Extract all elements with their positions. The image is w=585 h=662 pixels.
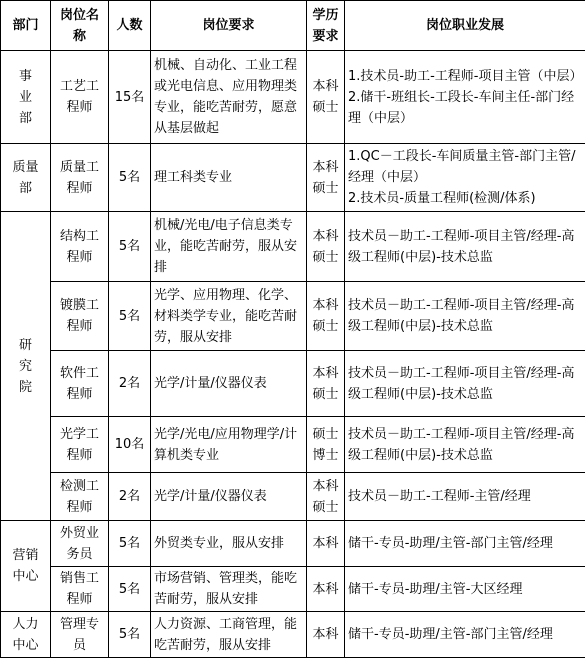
education-cell: 本科硕士 — [307, 473, 345, 521]
requirement-cell: 人力资源、工商管理，能吃苦耐劳，服从安排 — [151, 612, 307, 658]
dept-label: 研究院 — [18, 337, 32, 395]
position-cell: 结构工程师 — [51, 212, 109, 282]
position-cell: 软件工程师 — [51, 351, 109, 417]
development-cell — [345, 417, 585, 473]
table-row — [1, 417, 585, 473]
header-education: 学历要求 — [307, 1, 345, 51]
position-cell: 检测工程师 — [51, 473, 109, 521]
requirement-cell: 外贸类专业，服从安排 — [151, 521, 307, 567]
education-cell: 硕士博士 — [307, 417, 345, 473]
table-row — [1, 473, 585, 521]
education-cell: 本科 — [307, 612, 345, 658]
development-line: 2.技术员-质量工程师(检测/体系) — [348, 191, 536, 206]
requirement-cell: 机械/光电/电子信息类专业，能吃苦耐劳，服从安排 — [151, 212, 307, 282]
count-cell: 5名 — [109, 144, 151, 212]
development-line: 技术员－助工-工程师-项目主管/经理-高级工程师(中层)-技术总监 — [348, 298, 575, 334]
development-cell — [345, 212, 585, 282]
count-cell: 10名 — [109, 417, 151, 473]
table-row — [1, 351, 585, 417]
position-cell: 镀膜工程师 — [51, 282, 109, 351]
development-line: 储干-专员-助理/主管-部门主管/经理 — [348, 536, 553, 551]
table-row — [1, 567, 585, 612]
requirement-cell: 机械、自动化、工业工程或光电信息、应用物理类专业，能吃苦耐劳，愿意从基层做起 — [151, 51, 307, 144]
count-cell: 5名 — [109, 282, 151, 351]
education-cell: 本科 — [307, 567, 345, 612]
development-cell — [345, 612, 585, 658]
education-cell: 本科硕士 — [307, 51, 345, 144]
table-row — [1, 521, 585, 567]
position-cell: 销售工程师 — [51, 567, 109, 612]
header-count: 人数 — [109, 1, 151, 51]
header-development: 岗位职业发展 — [345, 1, 585, 51]
header-requirement: 岗位要求 — [151, 1, 307, 51]
dept-label: 质量部 — [12, 159, 39, 196]
requirement-cell: 市场营销、管理类，能吃苦耐劳，服从安排 — [151, 567, 307, 612]
requirement-cell: 光学/计量/仪器仪表 — [151, 473, 307, 521]
education-cell: 本科 — [307, 521, 345, 567]
dept-cell — [1, 144, 51, 212]
development-cell — [345, 282, 585, 351]
development-line: 储干-专员-助理/主管-大区经理 — [348, 581, 523, 597]
development-line: 技术员－助工-工程师-项目主管/经理-高级工程师(中层)-技术总监 — [348, 365, 575, 402]
development-cell — [345, 351, 585, 417]
count-cell: 5名 — [109, 521, 151, 567]
development-line: 技术员－助工-工程师-项目主管/经理-高级工程师(中层)-技术总监 — [348, 228, 575, 265]
dept-label: 事业部 — [18, 68, 32, 126]
count-cell: 2名 — [109, 351, 151, 417]
development-cell — [345, 473, 585, 521]
dept-cell — [1, 612, 51, 658]
education-cell: 本科硕士 — [307, 351, 345, 417]
table-row — [1, 212, 585, 282]
position-cell: 外贸业务员 — [51, 521, 109, 567]
development-cell — [345, 144, 585, 212]
table-row — [1, 144, 585, 212]
development-line: 2.储干-班组长-工段长-车间主任-部门经理（中层） — [348, 89, 575, 126]
table-row — [1, 612, 585, 658]
dept-label: 人力中心 — [12, 616, 39, 653]
education-cell: 本科硕士 — [307, 144, 345, 212]
table-row — [1, 51, 585, 144]
header-dept: 部门 — [1, 1, 51, 51]
development-line: 1.技术员-助工-工程师-项目主管（中层） — [348, 68, 583, 84]
development-cell — [345, 521, 585, 567]
position-cell: 管理专员 — [51, 612, 109, 658]
position-cell: 工艺工程师 — [51, 51, 109, 144]
header-row — [1, 1, 585, 51]
count-cell: 2名 — [109, 473, 151, 521]
education-cell: 本科硕士 — [307, 282, 345, 351]
dept-cell — [1, 51, 51, 144]
development-line: 1.QC－工段长-车间质量主管-部门主管/经理（中层） — [348, 149, 576, 185]
requirement-cell: 理工科类专业 — [151, 144, 307, 212]
development-line: 储干-专员-助理/主管-部门主管/经理 — [348, 627, 553, 642]
requirement-cell: 光学/计量/仪器仪表 — [151, 351, 307, 417]
position-cell: 光学工程师 — [51, 417, 109, 473]
development-cell — [345, 51, 585, 144]
requirement-cell: 光学/光电/应用物理学/计算机类专业 — [151, 417, 307, 473]
development-cell — [345, 567, 585, 612]
table-row — [1, 282, 585, 351]
dept-cell — [1, 212, 51, 521]
count-cell: 5名 — [109, 567, 151, 612]
education-cell: 本科硕士 — [307, 212, 345, 282]
count-cell: 5名 — [109, 612, 151, 658]
count-cell: 5名 — [109, 212, 151, 282]
dept-cell — [1, 521, 51, 612]
development-line: 技术员－助工-工程师-主管/经理 — [348, 489, 531, 504]
development-line: 技术员－助工-工程师-项目主管/经理-高级工程师(中层)-技术总监 — [348, 426, 575, 463]
dept-label: 营销中心 — [12, 548, 39, 584]
count-cell: 15名 — [109, 51, 151, 144]
header-position: 岗位名称 — [51, 1, 109, 51]
requirement-cell: 光学、应用物理、化学、材料类学专业，能吃苦耐劳，服从安排 — [151, 282, 307, 351]
position-cell: 质量工程师 — [51, 144, 109, 212]
